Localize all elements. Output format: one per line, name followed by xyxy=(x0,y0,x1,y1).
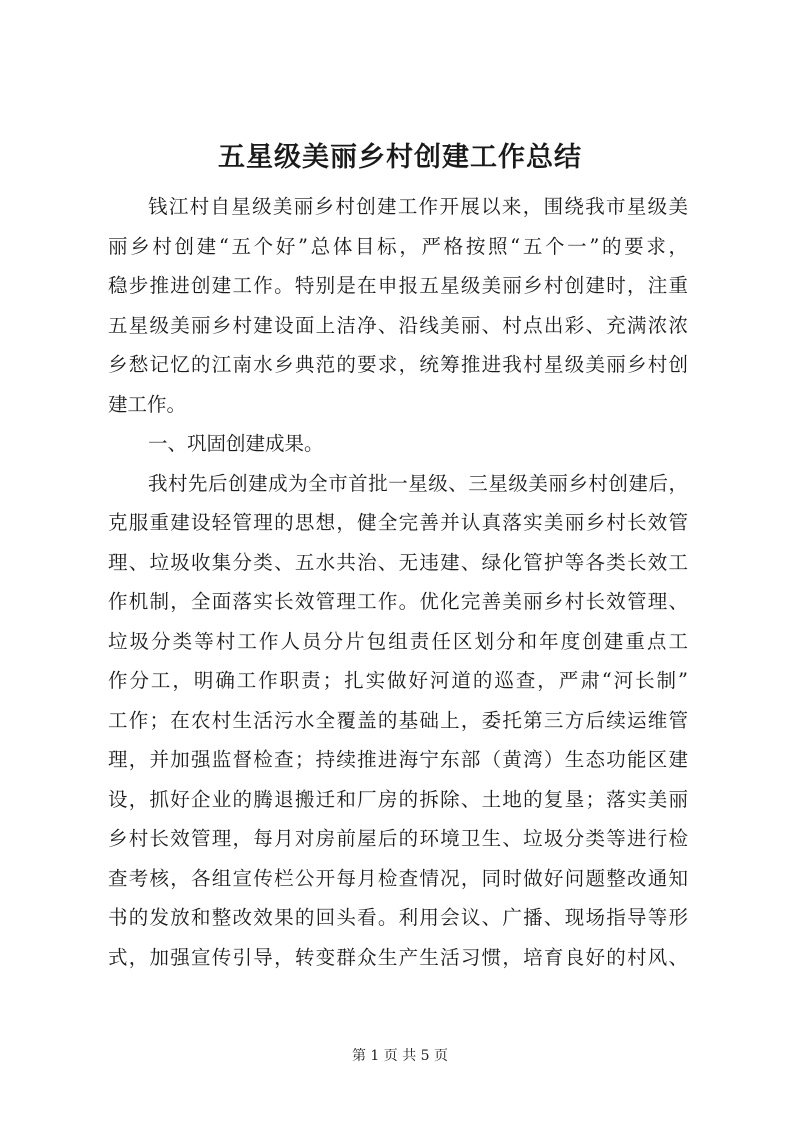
body-line: 设，抓好企业的腾退搬迁和厂房的拆除、土地的复垦；落实美丽 xyxy=(108,787,688,811)
section-heading: 一、巩固创建成果。 xyxy=(148,432,324,455)
body-line: 作分工，明确工作职责；扎实做好河道的巡查，严肃“河长制” xyxy=(108,669,688,692)
body-line: 作机制，全面落实长效管理工作。优化完善美丽乡村长效管理、 xyxy=(108,590,688,613)
body-line: 乡愁记忆的江南水乡典范的要求，统筹推进我村星级美丽乡村创 xyxy=(108,353,688,376)
page-footer: 第 1 页 共 5 页 xyxy=(351,1048,449,1064)
body-line: 书的发放和整改效果的回头看。利用会议、广播、现场指导等形 xyxy=(108,906,688,929)
body-line: 乡村长效管理，每月对房前屋后的环境卫生、垃圾分类等进行检 xyxy=(108,827,688,850)
body-line: 克服重建设轻管理的思想，健全完善并认真落实美丽乡村长效管 xyxy=(108,511,688,534)
body-line: 垃圾分类等村工作人员分片包组责任区划分和年度创建重点工 xyxy=(108,629,688,653)
body-line: 理，并加强监督检查；持续推进海宁东部（黄湾）生态功能区建 xyxy=(108,748,688,771)
body-line: 我村先后创建成为全市首批一星级、三星级美丽乡村创建后， xyxy=(148,471,688,495)
body-line: 建工作。 xyxy=(108,392,187,416)
body-line: 工作；在农村生活污水全覆盖的基础上，委托第三方后续运维管 xyxy=(108,708,688,732)
document-title: 五星级美丽乡村创建工作总结 xyxy=(218,142,582,173)
body-line: 钱江村自星级美丽乡村创建工作开展以来，围绕我市星级美 xyxy=(148,195,688,218)
body-line: 式，加强宣传引导，转变群众生产生活习惯，培育良好的村风、 xyxy=(108,945,688,969)
body-line: 理、垃圾收集分类、五水共治、无违建、绿化管护等各类长效工 xyxy=(108,550,688,574)
body-line: 五星级美丽乡村建设面上洁净、沿线美丽、村点出彩、充满浓浓 xyxy=(108,313,688,337)
body-line: 丽乡村创建“五个好”总体目标，严格按照“五个一”的要求， xyxy=(108,234,688,258)
body-line: 稳步推进创建工作。特别是在申报五星级美丽乡村创建时，注重 xyxy=(108,274,688,297)
body-line: 查考核，各组宣传栏公开每月检查情况，同时做好问题整改通知 xyxy=(108,866,688,890)
document-body xyxy=(108,187,688,977)
